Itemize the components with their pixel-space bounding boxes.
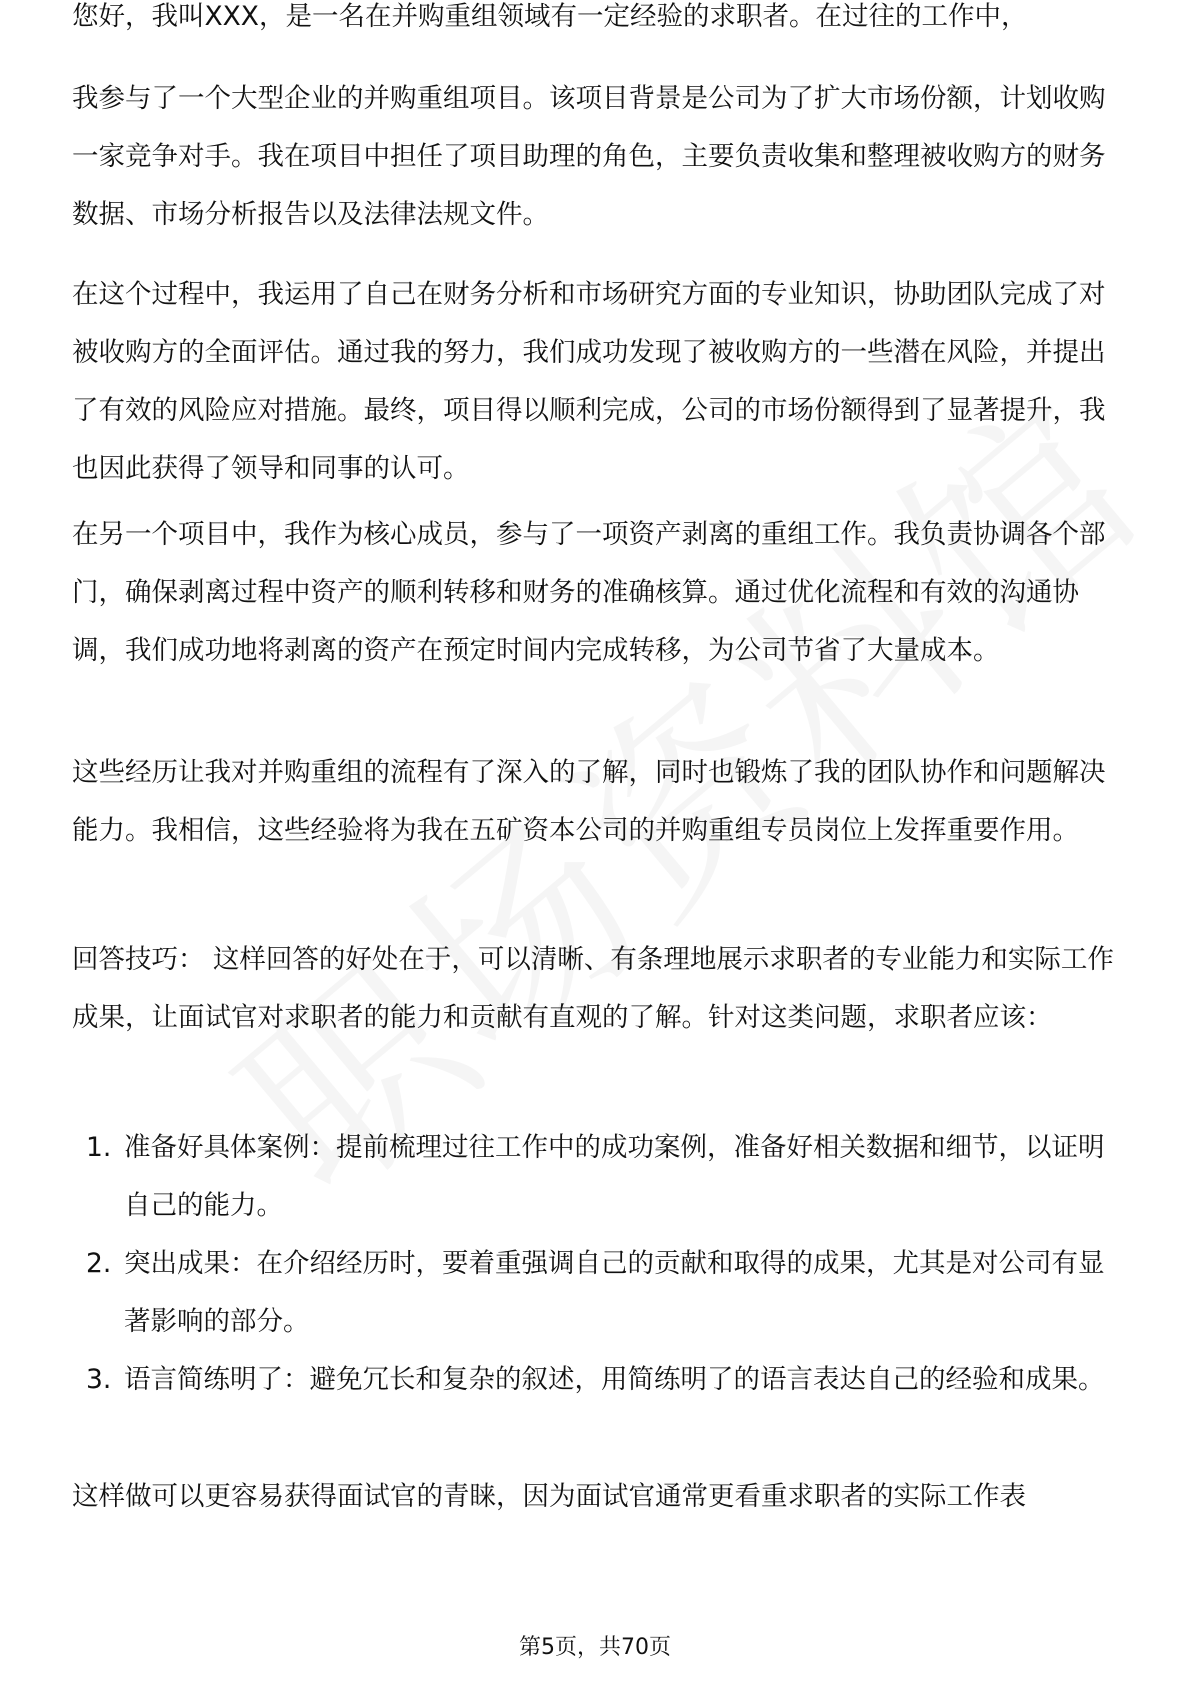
paragraph: 在另一个项目中，我作为核心成员，参与了一项资产剥离的重组工作。我负责协调各个部门，确保剥离过程中资产的顺利转移和财务的准确核算。通过优化流程和有效的沟通协调，我们成功地将剥离的资产在预定时间内完成转移，为公司节省了大量成本。: [72, 519, 1106, 666]
list-item-text: 突出成果：在介绍经历时，要着重强调自己的贡献和取得的成果，尤其是对公司有显著影响的部分。: [124, 1248, 1105, 1337]
list-item-text: 语言简练明了：避免冗长和复杂的叙述，用简练明了的语言表达自己的经验和成果。: [124, 1364, 1105, 1395]
paragraph-1-block: [72, 70, 1122, 244]
list-item: [72, 1119, 1122, 1235]
paragraph: 在这个过程中，我运用了自己在财务分析和市场研究方面的专业知识，协助团队完成了对被收购方的全面评估。通过我的努力，我们成功发现了被收购方的一些潜在风险，并提出了有效的风险应对措施。最终，项目得以顺利完成，公司的市场份额得到了显著提升，我也因此获得了领导和同事的认可。: [72, 279, 1106, 484]
paragraph: 我参与了一个大型企业的并购重组项目。该项目背景是公司为了扩大市场份额，计划收购一家竞争对手。我在项目中担任了项目助理的角色，主要负责收集和整理被收购方的财务数据、市场分析报告以及法律法规文件。: [72, 83, 1106, 230]
paragraph: 这些经历让我对并购重组的流程有了深入的了解，同时也锻炼了我的团队协作和问题解决能力。我相信，这些经验将为我在五矿资本公司的并购重组专员岗位上发挥重要作用。: [72, 757, 1106, 846]
paragraph-2-block: [72, 266, 1122, 498]
page-number: 第5页，共70页: [519, 1635, 671, 1660]
paragraph-3-block: [72, 506, 1122, 680]
cut-off-line: [72, 1, 1122, 46]
tips-list-block: [72, 1119, 1122, 1409]
cut-off-text: 您好，我叫XXX，是一名在并购重组领域有一定经验的求职者。在过往的工作中，: [72, 1, 1028, 32]
tips-list: [72, 1119, 1122, 1409]
answer-tips-paragraph: 回答技巧： 这样回答的好处在于，可以清晰、有条理地展示求职者的专业能力和实际工作成果，让面试官对求职者的能力和贡献有直观的了解。针对这类问题，求职者应该：: [72, 944, 1114, 1033]
list-item-text: 准备好具体案例：提前梳理过往工作中的成功案例，准备好相关数据和细节，以证明自己的能力。: [124, 1132, 1105, 1221]
closing-block: [72, 1468, 1122, 1526]
answer-tips-block: [72, 931, 1122, 1047]
paragraph-4-block: [72, 744, 1122, 860]
list-number: 2.: [86, 1248, 112, 1279]
closing-paragraph: 这样做可以更容易获得面试官的青睐，因为面试官通常更看重求职者的实际工作表: [72, 1481, 1026, 1512]
list-number: 1.: [86, 1132, 112, 1163]
list-item: [72, 1235, 1122, 1351]
list-number: 3.: [86, 1364, 112, 1395]
list-item: [72, 1351, 1122, 1409]
